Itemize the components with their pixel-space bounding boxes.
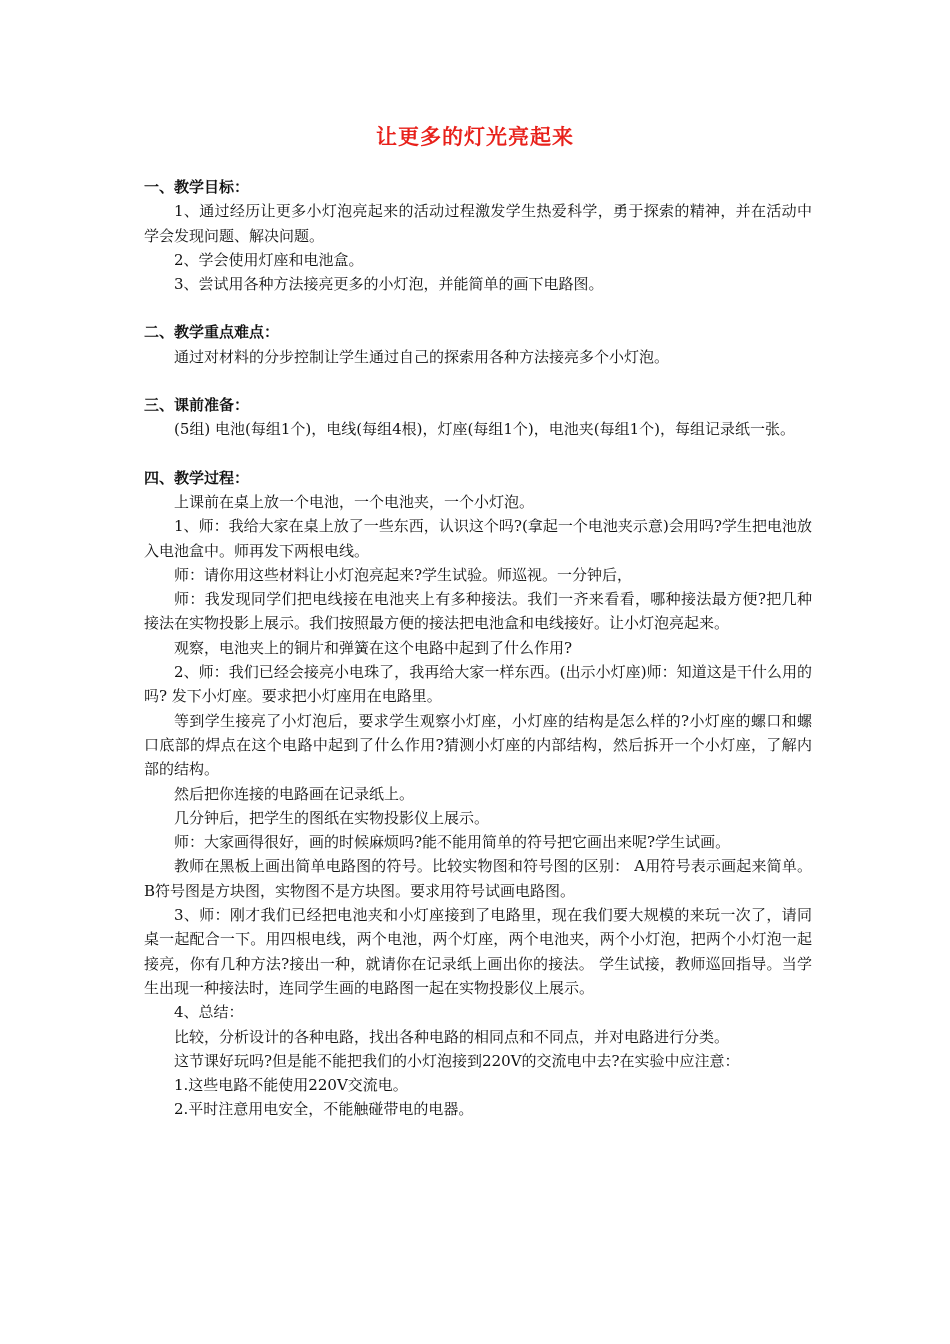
- paragraph: 2、师：我们已经会接亮小电珠了，我再给大家一样东西。(出示小灯座)师：知道这是干什么用的吗? 发下小灯座。要求把小灯座用在电路里。: [144, 663, 812, 706]
- paragraph: 师：请你用这些材料让小灯泡亮起来?学生试验。师巡视。一分钟后，: [174, 565, 633, 584]
- section-spacer: [144, 296, 812, 320]
- paragraph: 4、总结：: [174, 1003, 244, 1022]
- section-heading: 一、教学目标：: [144, 178, 250, 196]
- paragraph: 等到学生接亮了小灯泡后，要求学生观察小灯座，小灯座的结构是怎么样的?小灯座的螺口和螺口底部的焊点在这个电路中起到了什么作用?猜测小灯座的内部结构，然后拆开一个小灯座，了解内部的结构。: [144, 711, 812, 779]
- section-spacer: [144, 442, 812, 466]
- paragraph: 上课前在桌上放一个电池，一个电池夹，一个小灯泡。: [174, 492, 535, 511]
- paragraph: 通过对材料的分步控制让学生通过自己的探索用各种方法接亮多个小灯泡。: [174, 347, 670, 366]
- document-body: [144, 175, 812, 1122]
- section-teaching-goals: [144, 175, 812, 296]
- section-spacer: [144, 369, 812, 393]
- paragraph: 观察，电池夹上的铜片和弹簧在这个电路中起到了什么作用?: [174, 638, 573, 657]
- paragraph: 3、师：刚才我们已经把电池夹和小灯座接到了电路里，现在我们要大规模的来玩一次了，请同桌一起配合一下。用四根电线，两个电池，两个灯座，两个电池夹，两个小灯泡，把两个小灯泡一起接亮，你有几种方法?接出一种，就请你在记录纸上画出你的接法。 学生试接，教师巡回指导。当学生出现一种接法时，连同学生画的电路图一起在实物投影仪上展示。: [144, 906, 812, 997]
- paragraph: 1.这些电路不能使用220V交流电。: [174, 1076, 408, 1095]
- paragraph: 然后把你连接的电路画在记录纸上。: [174, 784, 415, 803]
- paragraph: 几分钟后，把学生的图纸在实物投影仪上展示。: [174, 808, 490, 827]
- section-preparation: [144, 393, 812, 442]
- section-key-points: [144, 320, 812, 369]
- paragraph: 3、尝试用各种方法接亮更多的小灯泡，并能简单的画下电路图。: [174, 275, 604, 294]
- page-title: 让更多的灯光亮起来: [376, 124, 574, 149]
- paragraph: 师：我发现同学们把电线接在电池夹上有多种接法。我们一齐来看看，哪种接法最方便?把几种接法在实物投影上展示。我们按照最方便的接法把电池盒和电线接好。让小灯泡亮起来。: [144, 590, 812, 633]
- section-heading: 四、教学过程：: [144, 468, 250, 487]
- paragraph: 1、通过经历让更多小灯泡亮起来的活动过程激发学生热爱科学，勇于探索的精神，并在活动中学会发现问题、解决问题。: [144, 202, 812, 245]
- paragraph: (5组) 电池(每组1个)，电线(每组4根)，灯座(每组1个)，电池夹(每组1个)，每组记录纸一张。: [174, 420, 796, 439]
- section-teaching-process: [144, 466, 812, 1122]
- section-heading: 二、教学重点难点：: [144, 323, 280, 342]
- paragraph: 2.平时注意用电安全，不能触碰带电的电器。: [174, 1100, 474, 1119]
- section-heading: 三、课前准备：: [144, 396, 250, 415]
- paragraph: 1、师：我给大家在桌上放了一些东西，认识这个吗?(拿起一个电池夹示意)会用吗?学生把电池放入电池盒中。师再发下两根电线。: [144, 517, 812, 560]
- paragraph: 师：大家画得很好，画的时候麻烦吗?能不能用简单的符号把它画出来呢?学生试画。: [174, 833, 731, 852]
- paragraph: 2、学会使用灯座和电池盒。: [174, 250, 364, 269]
- paragraph: 比较，分析设计的各种电路，找出各种电路的相同点和不同点，并对电路进行分类。: [174, 1027, 730, 1046]
- paragraph: 这节课好玩吗?但是能不能把我们的小灯泡接到220V的交流电中去?在实验中应注意：: [174, 1051, 740, 1070]
- paragraph: 教师在黑板上画出简单电路图的符号。比较实物图和符号图的区别： A用符号表示画起来简单。 B符号图是方块图，实物图不是方块图。要求用符号试画电路图。: [144, 857, 812, 900]
